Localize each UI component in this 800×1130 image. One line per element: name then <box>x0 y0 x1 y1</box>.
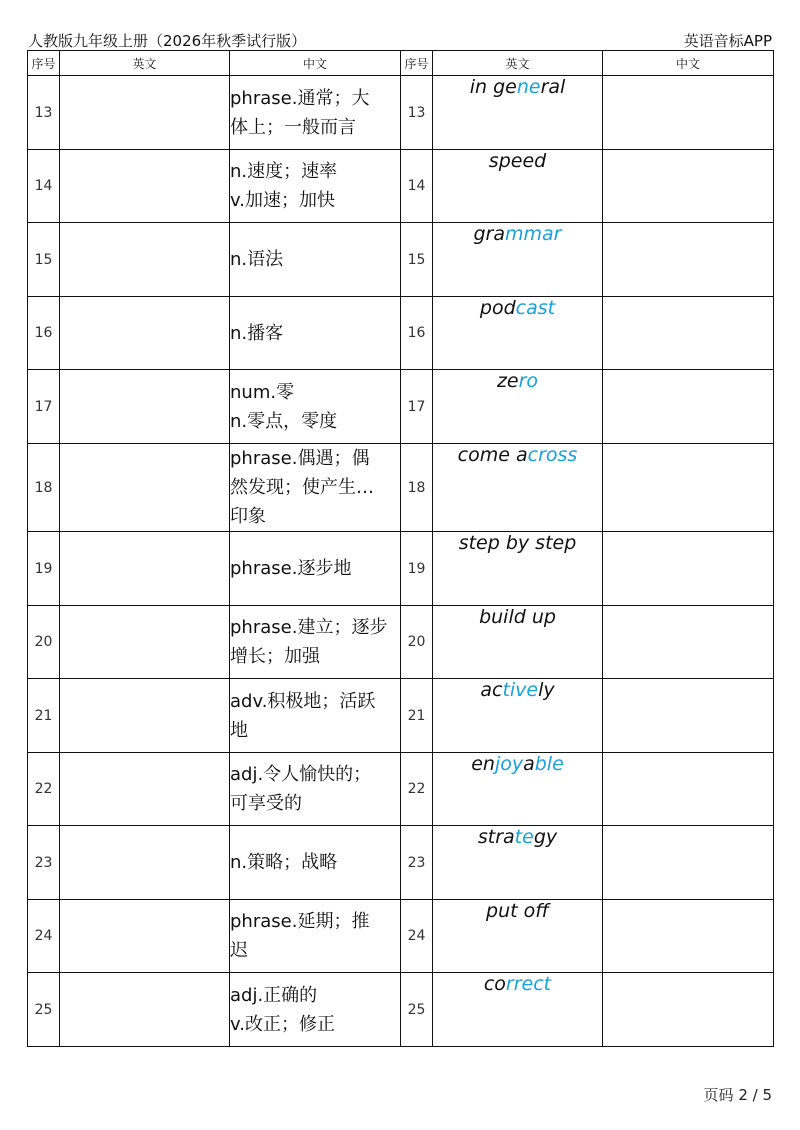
chinese-meaning: num.零 n.零点，零度 <box>230 370 401 444</box>
chinese-meaning: n.播客 <box>230 297 401 370</box>
chinese-answer-cell <box>603 150 774 223</box>
syllable-highlight: mmar <box>505 223 562 245</box>
table-row <box>28 900 774 973</box>
syllable: a <box>523 753 535 775</box>
syllable: gra <box>473 223 506 245</box>
table-row <box>28 973 774 1047</box>
table-row <box>28 150 774 223</box>
syllable: come a <box>457 444 528 466</box>
english-word <box>433 444 603 532</box>
row-index: 25 <box>28 973 60 1047</box>
syllable: ly <box>538 679 555 701</box>
chinese-answer-cell <box>603 900 774 973</box>
syllable: ze <box>496 370 519 392</box>
row-index: 22 <box>28 753 60 826</box>
english-word <box>433 223 603 297</box>
row-index-2: 21 <box>401 679 433 753</box>
syllable: ac <box>480 679 503 701</box>
chinese-meaning: phrase.偶遇；偶 然发现；使产生… 印象 <box>230 444 401 532</box>
english-word <box>433 679 603 753</box>
chinese-answer-cell <box>603 826 774 900</box>
english-word <box>433 532 603 606</box>
syllable: in ge <box>469 76 517 98</box>
chinese-meaning: n.策略；战略 <box>230 826 401 900</box>
table-row <box>28 532 774 606</box>
table-row <box>28 606 774 679</box>
syllable-highlight: ne <box>516 76 541 98</box>
syllable-highlight: joy <box>494 753 524 775</box>
row-index-2: 18 <box>401 444 433 532</box>
chinese-answer-cell <box>603 753 774 826</box>
table-row <box>28 76 774 150</box>
row-index: 18 <box>28 444 60 532</box>
row-index-2: 14 <box>401 150 433 223</box>
row-index-2: 24 <box>401 900 433 973</box>
chinese-meaning: n.速度；速率 v.加速；加快 <box>230 150 401 223</box>
english-answer-cell <box>60 900 230 973</box>
syllable: stra <box>477 826 515 848</box>
column-header-chinese: 中文 <box>230 51 401 76</box>
english-word <box>433 900 603 973</box>
row-index: 17 <box>28 370 60 444</box>
row-index-2: 22 <box>401 753 433 826</box>
english-word <box>433 297 603 370</box>
syllable: build up <box>479 606 556 628</box>
row-index: 15 <box>28 223 60 297</box>
english-word <box>433 606 603 679</box>
english-word <box>433 826 603 900</box>
syllable-highlight: ro <box>518 370 539 392</box>
column-header-index-2: 序号 <box>401 51 433 76</box>
table-row <box>28 679 774 753</box>
app-name: 英语音标APP <box>683 32 772 50</box>
column-header-english-2: 英文 <box>433 51 603 76</box>
english-answer-cell <box>60 753 230 826</box>
syllable-highlight: cast <box>515 297 556 319</box>
row-index: 23 <box>28 826 60 900</box>
chinese-answer-cell <box>603 606 774 679</box>
row-index-2: 13 <box>401 76 433 150</box>
column-header-english: 英文 <box>60 51 230 76</box>
row-index-2: 16 <box>401 297 433 370</box>
table-row <box>28 297 774 370</box>
syllable: en <box>471 753 495 775</box>
table-row <box>28 444 774 532</box>
syllable-highlight: tive <box>502 679 539 701</box>
english-answer-cell <box>60 826 230 900</box>
chinese-answer-cell <box>603 370 774 444</box>
row-index: 14 <box>28 150 60 223</box>
table-row <box>28 753 774 826</box>
row-index: 16 <box>28 297 60 370</box>
syllable: speed <box>488 150 547 172</box>
row-index: 21 <box>28 679 60 753</box>
chinese-meaning: phrase.建立；逐步 增长；加强 <box>230 606 401 679</box>
chinese-answer-cell <box>603 76 774 150</box>
chinese-answer-cell <box>603 679 774 753</box>
chinese-meaning: phrase.延期；推 迟 <box>230 900 401 973</box>
column-header-chinese-2: 中文 <box>603 51 774 76</box>
chinese-answer-cell <box>603 532 774 606</box>
chinese-answer-cell <box>603 444 774 532</box>
syllable: ral <box>540 76 566 98</box>
table-row <box>28 370 774 444</box>
column-header-index: 序号 <box>28 51 60 76</box>
row-index-2: 23 <box>401 826 433 900</box>
syllable: put off <box>486 900 549 922</box>
syllable-highlight: te <box>514 826 534 848</box>
chinese-meaning: phrase.通常；大 体上；一般而言 <box>230 76 401 150</box>
english-answer-cell <box>60 150 230 223</box>
chinese-meaning: n.语法 <box>230 223 401 297</box>
english-answer-cell <box>60 973 230 1047</box>
chinese-meaning: adj.令人愉快的； 可享受的 <box>230 753 401 826</box>
english-answer-cell <box>60 679 230 753</box>
chinese-answer-cell <box>603 223 774 297</box>
vocabulary-table <box>27 50 774 1047</box>
english-answer-cell <box>60 297 230 370</box>
syllable: gy <box>533 826 558 848</box>
english-answer-cell <box>60 370 230 444</box>
english-answer-cell <box>60 223 230 297</box>
english-word <box>433 150 603 223</box>
english-word <box>433 753 603 826</box>
row-index-2: 17 <box>401 370 433 444</box>
syllable-highlight: ble <box>534 753 564 775</box>
row-index-2: 20 <box>401 606 433 679</box>
row-index: 24 <box>28 900 60 973</box>
syllable-highlight: rrect <box>505 973 552 995</box>
syllable: step by step <box>458 532 577 554</box>
syllable: co <box>483 973 506 995</box>
english-answer-cell <box>60 444 230 532</box>
chinese-meaning: phrase.逐步地 <box>230 532 401 606</box>
english-answer-cell <box>60 532 230 606</box>
table-header-row <box>28 51 774 76</box>
row-index: 20 <box>28 606 60 679</box>
row-index-2: 15 <box>401 223 433 297</box>
english-answer-cell <box>60 606 230 679</box>
row-index-2: 19 <box>401 532 433 606</box>
chinese-meaning: adv.积极地；活跃 地 <box>230 679 401 753</box>
english-answer-cell <box>60 76 230 150</box>
english-word <box>433 370 603 444</box>
row-index-2: 25 <box>401 973 433 1047</box>
chinese-meaning: adj.正确的 v.改正；修正 <box>230 973 401 1047</box>
table-row <box>28 826 774 900</box>
row-index: 19 <box>28 532 60 606</box>
page-number: 页码 2 / 5 <box>703 1086 772 1104</box>
chinese-answer-cell <box>603 297 774 370</box>
row-index: 13 <box>28 76 60 150</box>
document-title: 人教版九年级上册（2026年秋季试行版） <box>28 32 307 50</box>
english-word <box>433 973 603 1047</box>
syllable: pod <box>479 297 516 319</box>
syllable-highlight: cross <box>527 444 578 466</box>
table-row <box>28 223 774 297</box>
chinese-answer-cell <box>603 973 774 1047</box>
english-word <box>433 76 603 150</box>
